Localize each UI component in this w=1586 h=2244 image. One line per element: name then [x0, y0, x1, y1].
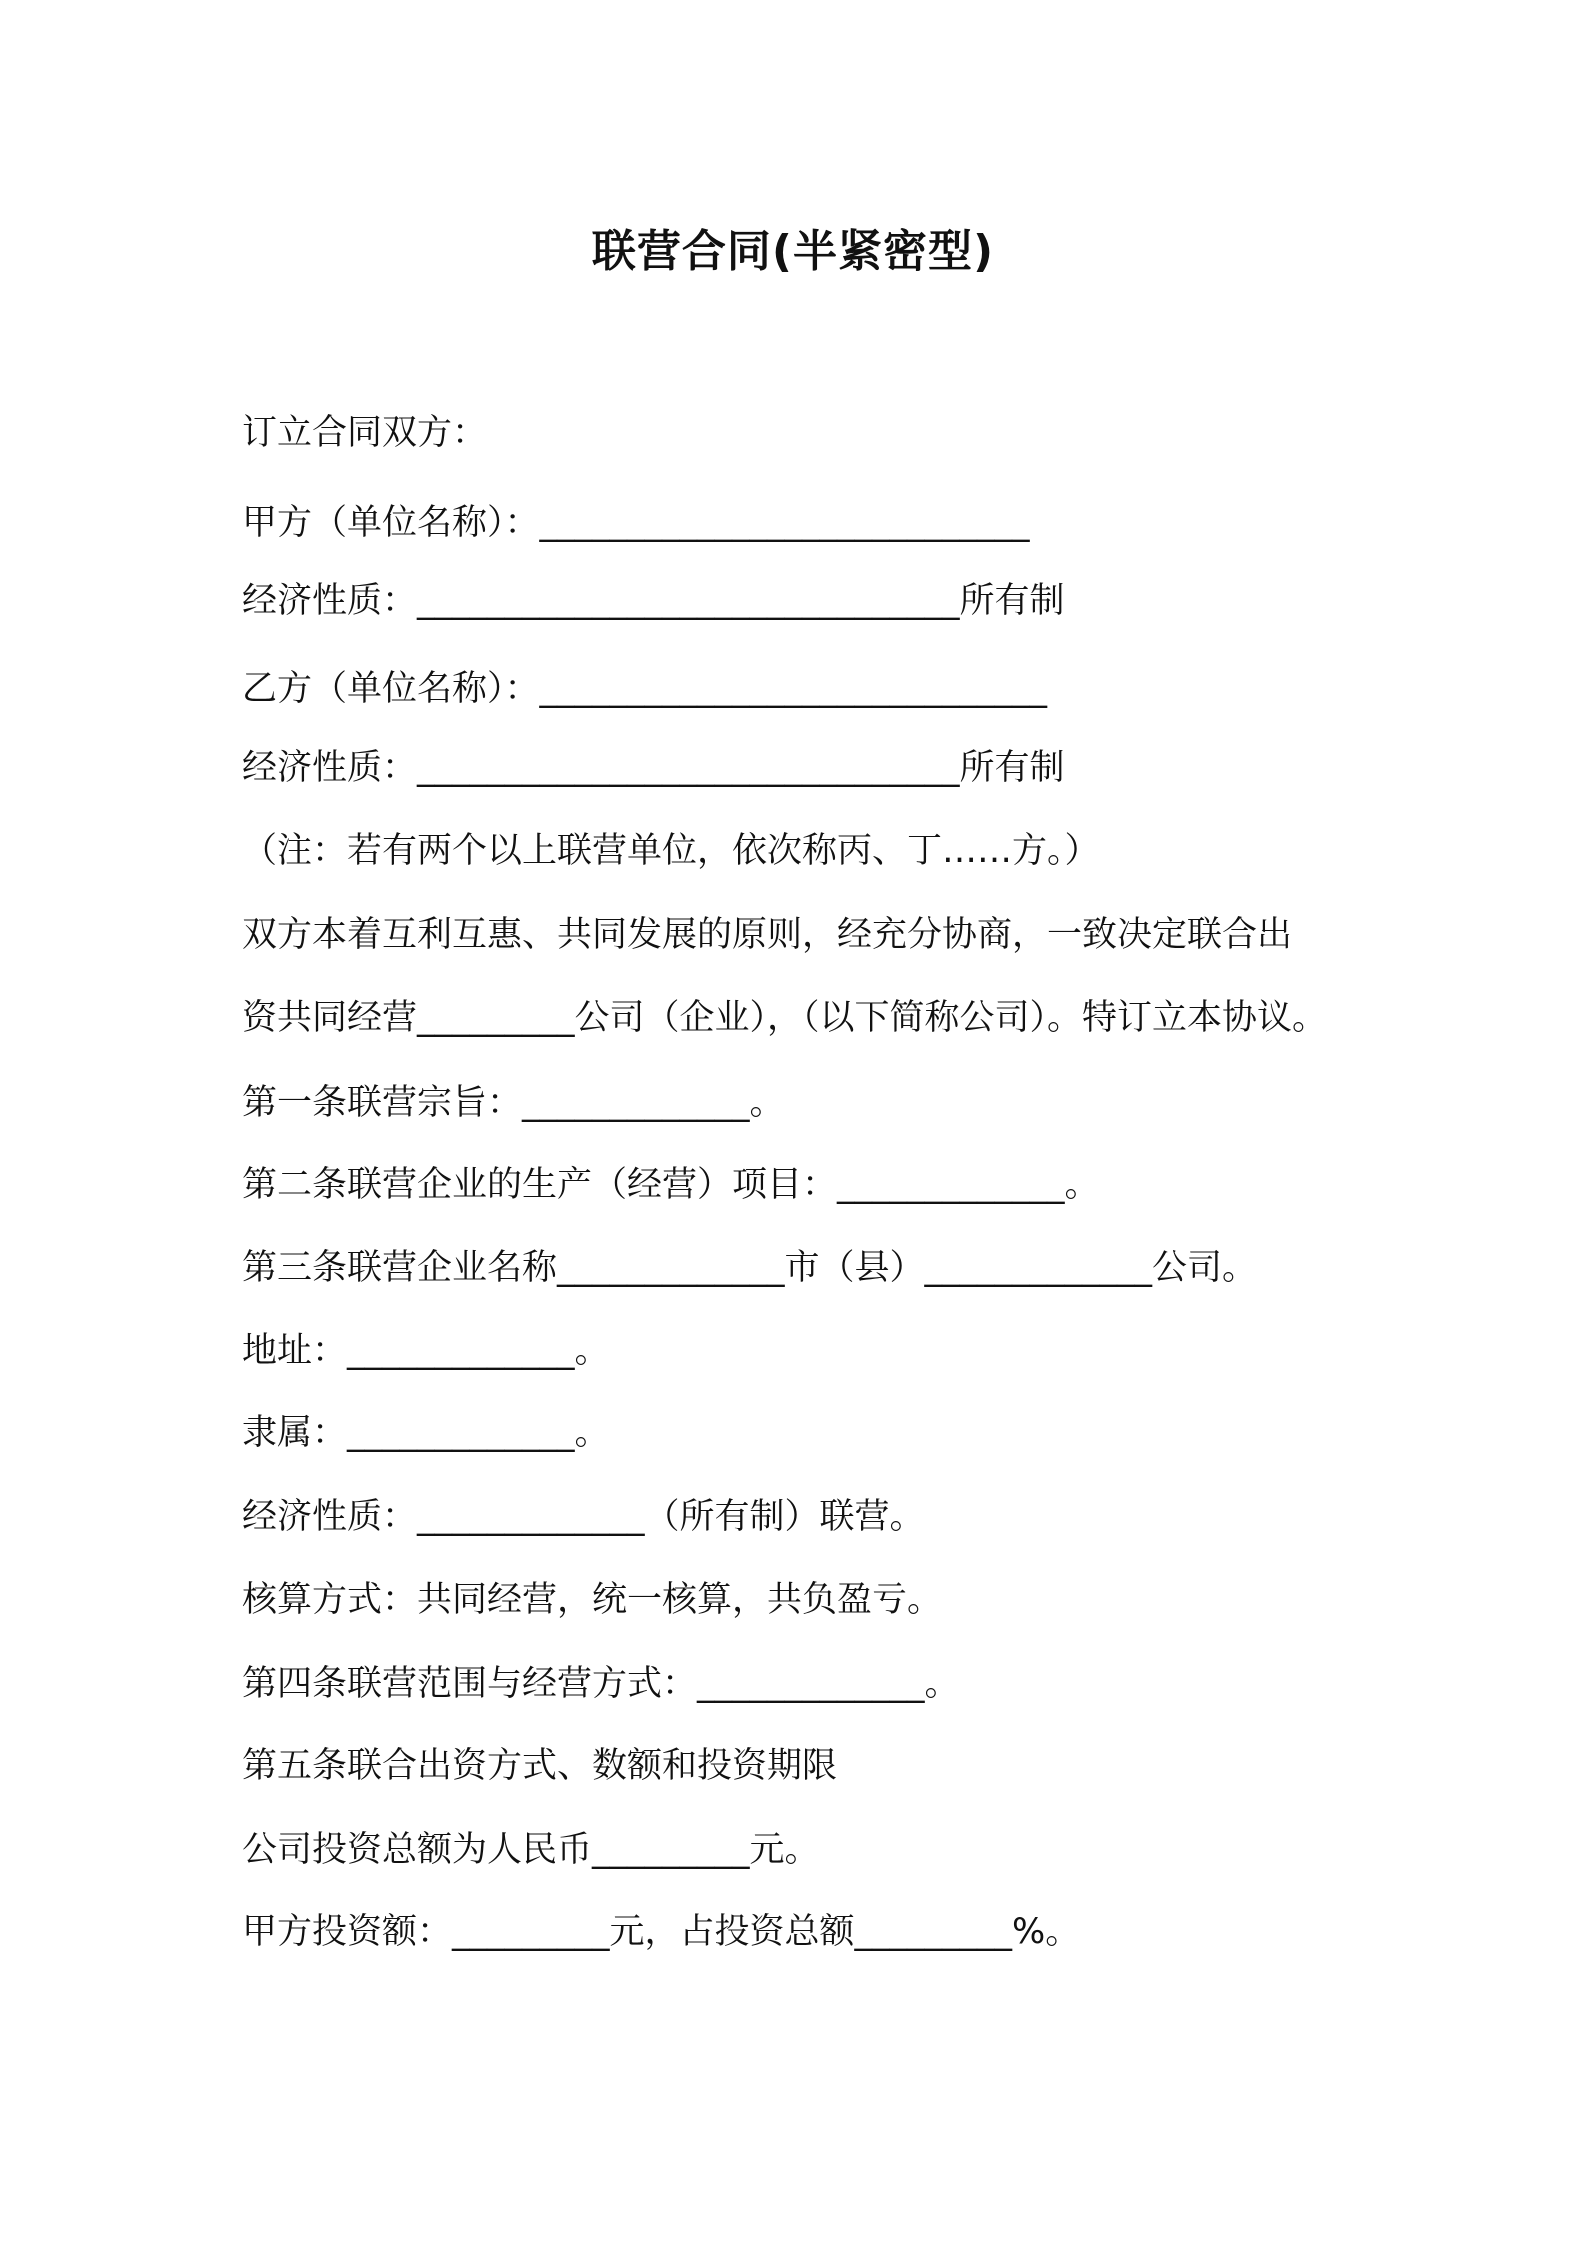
article-4-line: 第四条联营范围与经营方式：_____________。 — [242, 1664, 960, 1704]
article-3-line: 第三条联营企业名称_____________市（县）_____________公司。 — [242, 1248, 1258, 1288]
affiliation-line: 隶属：_____________。 — [242, 1413, 610, 1453]
contract-parties-heading: 订立合同双方： — [242, 413, 488, 453]
party-b-name-line: 乙方（单位名称）：_____________________________ — [242, 669, 1048, 709]
party-a-economic-nature-line: 经济性质：_______________________________所有制 — [242, 581, 1065, 621]
document-title: 联营合同(半紧密型) — [591, 226, 995, 277]
total-investment-line: 公司投资总额为人民币_________元。 — [242, 1830, 820, 1870]
party-a-name-line: 甲方（单位名称）：____________________________ — [242, 503, 1030, 543]
note-line: （注：若有两个以上联营单位，依次称丙、丁……方。） — [242, 831, 1100, 871]
article-2-line: 第二条联营企业的生产（经营）项目：_____________。 — [242, 1165, 1100, 1205]
address-line: 地址：_____________。 — [242, 1331, 610, 1371]
party-b-economic-nature-line: 经济性质：_______________________________所有制 — [242, 748, 1065, 788]
article-1-line: 第一条联营宗旨：_____________。 — [242, 1083, 785, 1123]
preamble-line-2: 资共同经营_________公司（企业），（以下简称公司）。特订立本协议。 — [242, 998, 1328, 1038]
party-a-investment-line: 甲方投资额：_________元，占投资总额_________%。 — [242, 1912, 1081, 1952]
accounting-method-line: 核算方式：共同经营，统一核算，共负盈亏。 — [242, 1580, 943, 1620]
preamble-line-1: 双方本着互利互惠、共同发展的原则，经充分协商，一致决定联合出 — [242, 915, 1293, 955]
article-5-line: 第五条联合出资方式、数额和投资期限 — [242, 1746, 838, 1786]
economic-nature-line: 经济性质：_____________（所有制）联营。 — [242, 1497, 925, 1537]
